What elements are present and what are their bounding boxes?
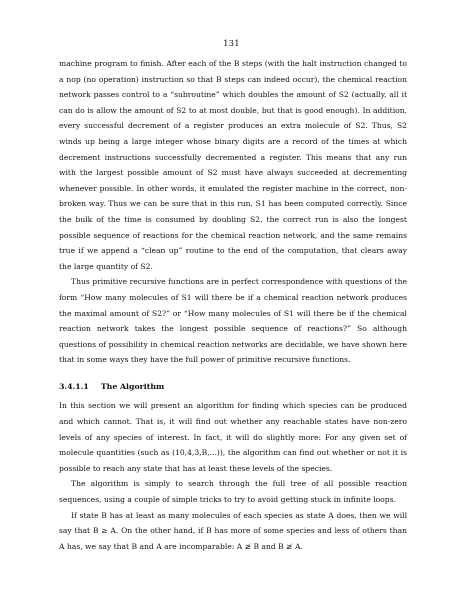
- paragraph: In this section we will present an algorithm for finding which species can be produced and which cannot. That is, it will find out whether any reachable states have non-zero levels of any species of interest. In fact, it will do slightly more: For any given set of molecule quantities (such as (10,4,3,B,...)), the algorithm can find out whether or not it is possible to reach any state that has at least these levels of the species.: [59, 401, 407, 473]
- body-text: [59, 56, 407, 554]
- paragraph: Thus primitive recursive functions are in perfect correspondence with questions of the form “How many molecules of S1 will there be if a chemical reaction network produces the maximal amount of S2?” or “How many molecules of S1 will there be if the chemical reaction network takes the longest possible sequence of reactions?” So although questions of possibility in chemical reaction networks are decidable, we have shown here that in some ways they have the full power of primitive recursive functions.: [59, 277, 407, 365]
- paragraph: If state B has at least as many molecules of each species as state A does, then we will say that B ≥ A. On the other hand, if B has more of some species and less of others than A has, we say that B and A are incomparable: A ≱ B and B ≱ A.: [59, 510, 407, 551]
- section-title: The Algorithm: [100, 381, 165, 391]
- paragraph: machine program to finish. After each of the B steps (with the halt instruction changed to a nop (no operation) instruction so that B steps can indeed occur), the chemical reaction network passes control to a “subroutine” which doubles the amount of S2 (actually, all it can do is allow the amount of S2 to at most double, but that is good enough). In addition, every successful decrement of a register produces an extra molecule of S2. Thus, S2 winds up being a large integer whose binary digits are a record of the times at which decrement instructions successfully decremented a register. This means that any run with the largest possible amount of S2 must have always succeeded at decrementing whenever possible. In other words, it emulated the register machine in the correct, non-broken way. Thus we can be sure that in this run, S1 has been computed correctly. Since the bulk of the time is consumed by doubling S2, the correct run is also the longest possible sequence of reactions for the chemical reaction network, and the same remains true if we append a “clean up” routine to the end of the computation, that clears away the large quantity of S2.: [59, 59, 407, 271]
- section-heading: [59, 379, 407, 395]
- section-number: 3.4.1.1: [59, 381, 89, 391]
- page-number: 131: [223, 39, 240, 49]
- paragraph: The algorithm is simply to search through the full tree of all possible reaction sequences, using a couple of simple tricks to try to avoid getting stuck in infinite loops.: [59, 479, 407, 505]
